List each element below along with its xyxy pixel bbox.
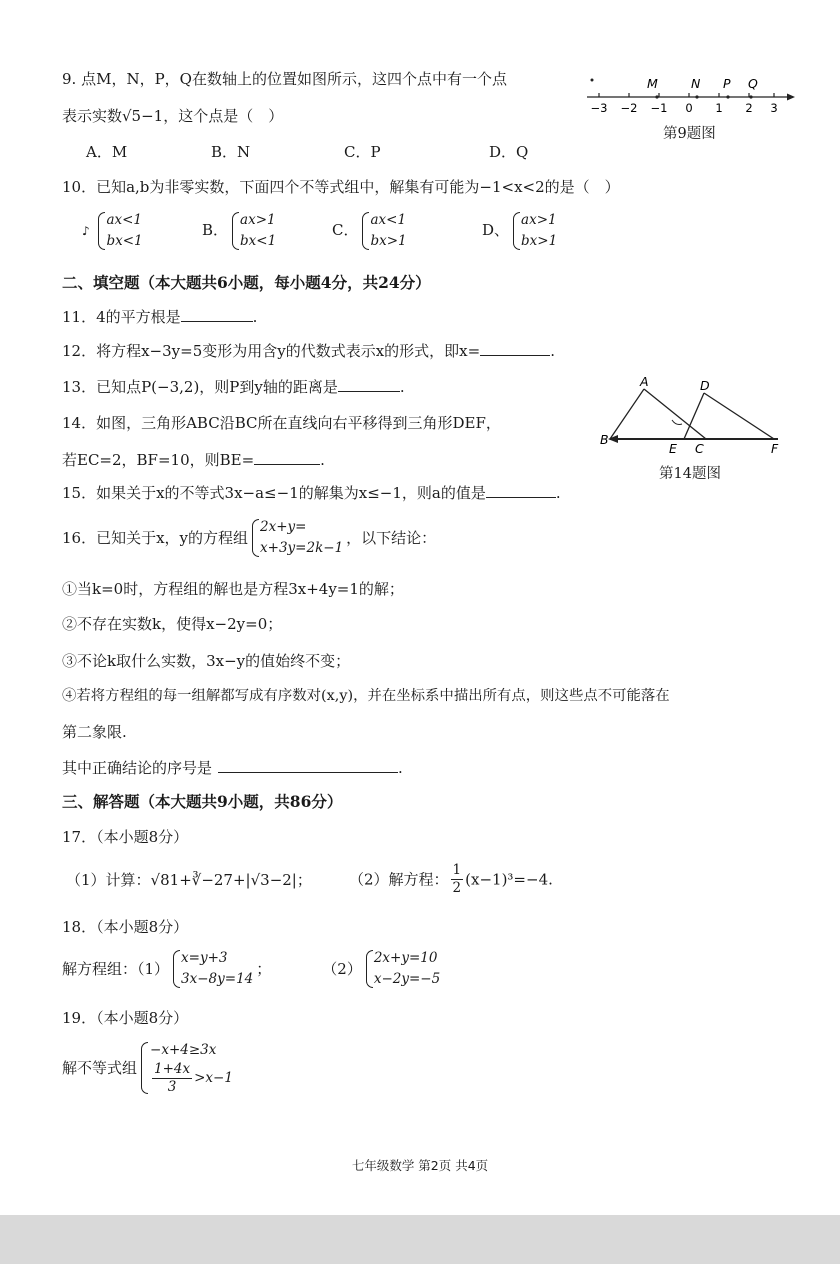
q18-heading: 18．（本小题8分） xyxy=(62,918,189,936)
point-label-n: N xyxy=(691,76,701,91)
q10-option-a-mark: ♪ xyxy=(82,224,90,238)
q10-option-d-system: ax>1 bx>1 xyxy=(512,210,557,252)
q14-line2: 若EC=2，BF=10，则BE= . xyxy=(62,451,325,469)
q18-system-2: 2x+y=10 x−2y=−5 xyxy=(365,948,440,990)
q9-option-d: D．Q xyxy=(489,143,529,161)
q16-conclusion-3: ③不论k取什么实数，3x−y的值始终不变； xyxy=(62,652,351,670)
q13: 13．已知点P(−3,2)，则P到y轴的距离是 . xyxy=(62,378,405,396)
vertex-b: B xyxy=(600,432,609,447)
point-dot xyxy=(695,95,698,98)
q14-line1: 14．如图，三角形ABC沿BC所在直线向右平移得到三角形DEF， xyxy=(62,414,501,432)
q16-conclusion-4-cont: 第二象限. xyxy=(62,723,127,741)
q10-option-c: C． ax<1 bx>1 xyxy=(332,210,482,252)
q16-stem: 16．已知关于x，y的方程组 2x+y= x+3y=2k−1 ，以下结论： xyxy=(62,517,436,563)
section-2-heading: 二、填空题（本大题共6小题，每小题4分，共24分） xyxy=(62,273,431,292)
q11: 11．4的平方根是 . xyxy=(62,308,258,326)
page-footer: 七年级数学 第2页 共4页 xyxy=(351,1158,489,1173)
q10-option-d: D、 ax>1 bx>1 xyxy=(482,210,560,252)
vertex-d: D xyxy=(700,378,710,393)
vertex-e: E xyxy=(669,441,677,456)
tick-label: −3 xyxy=(590,101,608,115)
vertex-a: A xyxy=(640,376,649,389)
q10-option-a-system: ax<1 bx<1 xyxy=(97,210,142,252)
tick-label: 1 xyxy=(715,101,723,115)
q9-line2: 表示实数√5−1，这个点是（ ） xyxy=(62,107,284,125)
q16-conclusion-2: ②不存在实数k，使得x−2y=0； xyxy=(62,615,283,633)
section-3-heading: 三、解答题（本大题共9小题，共86分） xyxy=(62,792,343,811)
point-label-p: P xyxy=(723,76,731,91)
tick-label: 2 xyxy=(745,101,753,115)
point-dot xyxy=(655,95,658,98)
q14-figure-caption: 第14题图 xyxy=(659,466,721,482)
q19-fraction: $\frac{1+4x}{3}$ xyxy=(154,1061,191,1095)
q19-body: 解不等式组 −x+4≥3x $\frac{1+4x}{3}$ >x−1 xyxy=(62,1042,233,1095)
point-dot xyxy=(726,95,729,98)
q10-option-b-system: ax>1 bx<1 xyxy=(231,210,276,252)
point-label-m: M xyxy=(647,76,658,91)
number-line-figure xyxy=(585,70,800,120)
q17-part-1: （1）计算：√81+∛−27+|√3−2|； xyxy=(66,870,312,889)
vertex-f: F xyxy=(771,441,779,456)
q18-system-1: x=y+3 3x−8y=14 xyxy=(172,948,253,990)
q16-system: 2x+y= x+3y=2k−1 xyxy=(251,517,343,559)
q16-conclusion-1: ①当k=0时，方程组的解也是方程3x+4y=1的解； xyxy=(62,580,404,598)
q16-ask: 其中正确结论的序号是 . xyxy=(62,759,403,777)
q9-figure-caption: 第9题图 xyxy=(663,126,716,142)
q17-part-2-equation: (x−1)³=−4. xyxy=(465,870,553,889)
q15: 15．如果关于x的不等式3x−a≤−1的解集为x≤−1，则a的值是 . xyxy=(62,484,561,502)
q11-answer-blank[interactable] xyxy=(181,307,253,322)
q13-answer-blank[interactable] xyxy=(338,377,400,392)
q10-option-b: B． ax>1 bx<1 xyxy=(202,210,332,252)
q16-conclusion-4: ④若将方程组的每一组解都写成有序数对(x,y)，并在坐标系中描出所有点，则这些点不可能落在 xyxy=(62,688,670,704)
q12-answer-blank[interactable] xyxy=(480,341,550,356)
q17-part-2-label: （2）解方程： xyxy=(349,870,449,889)
q15-answer-blank[interactable] xyxy=(486,483,556,498)
q17-fraction: $\frac{1}{2}$ xyxy=(452,862,462,896)
q12: 12．将方程x−3y=5变形为用含y的代数式表示x的形式，即x= . xyxy=(62,342,555,360)
q9-option-b: B．N xyxy=(211,143,251,161)
q9-option-a: A．M xyxy=(86,143,128,161)
triangle-translation-figure xyxy=(596,376,796,458)
q10-options xyxy=(82,210,560,256)
q9-line1: 9. 点M，N，P，Q在数轴上的位置如图所示，这四个点中有一个点 xyxy=(62,70,507,88)
q9-options xyxy=(86,142,528,162)
tick-label: −1 xyxy=(650,101,668,115)
q19-system: −x+4≥3x $\frac{1+4x}{3}$ >x−1 xyxy=(140,1040,233,1096)
q18-body: 解方程组：（1） x=y+3 3x−8y=14 ； （2） 2x+y=10 x−2y=−5 xyxy=(62,948,443,994)
vertex-c: C xyxy=(695,441,704,456)
point-dot xyxy=(749,95,752,98)
q10-option-c-system: ax<1 bx>1 xyxy=(361,210,406,252)
q16-answer-blank[interactable] xyxy=(218,758,398,773)
q14-answer-blank[interactable] xyxy=(254,450,320,465)
q10-stem: 10．已知a,b为非零实数，下面四个不等式组中，解集有可能为−1<x<2的是（ ） xyxy=(62,178,620,196)
q17-heading: 17．（本小题8分） xyxy=(62,828,189,846)
tick-label: −2 xyxy=(620,101,638,115)
point-label-q: Q xyxy=(748,76,758,91)
tick-label: 0 xyxy=(685,101,693,115)
q9-option-c: C．P xyxy=(344,143,381,161)
q10-option-a xyxy=(82,210,202,252)
tick-label: 3 xyxy=(770,101,778,115)
q19-heading: 19．（本小题8分） xyxy=(62,1009,189,1027)
q17-parts xyxy=(66,862,553,902)
